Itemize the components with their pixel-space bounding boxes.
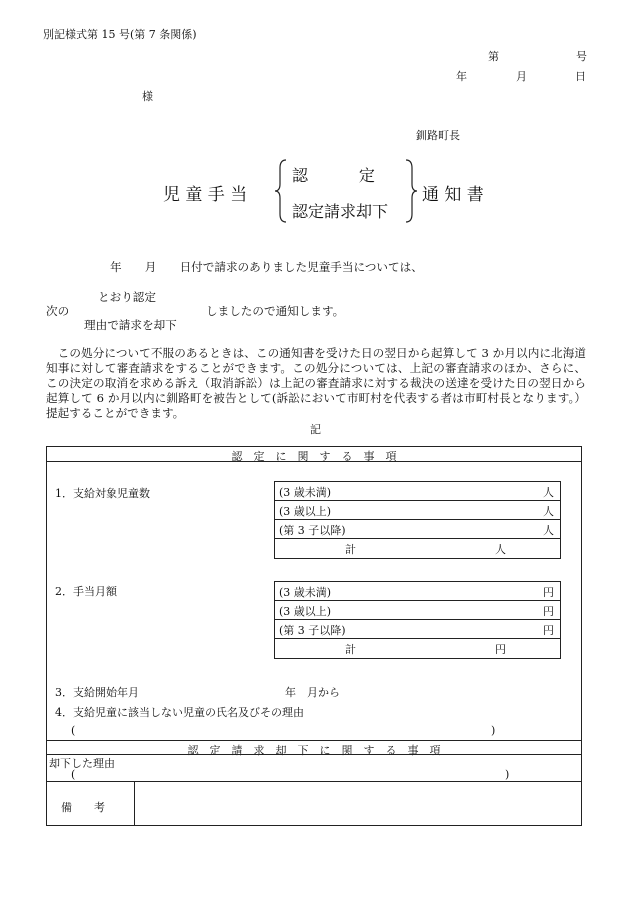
recognition-section-title: 認 定 に 関 す る 事 項: [231, 450, 397, 463]
remarks-label: 備 考: [61, 801, 105, 814]
rejection-open-paren: (: [71, 768, 76, 781]
item4-label: 4．支給児童に該当しない児童の氏名及びその理由: [55, 706, 304, 719]
date-month: 月: [516, 70, 527, 83]
title-option-reject: 認定請求却下: [292, 202, 389, 221]
divider: [47, 461, 581, 462]
rejection-reason-label: 却下した理由: [49, 757, 115, 770]
divider: [47, 754, 581, 755]
date-year: 年: [456, 70, 467, 83]
lead-tsugi: 次の: [46, 304, 70, 318]
item4-close-paren: ): [491, 724, 496, 737]
item1-label: 1．支給対象児童数: [55, 487, 150, 500]
notice-tail: しましたので通知します。: [206, 304, 345, 318]
item3-label: 3．支給開始年月: [55, 686, 139, 699]
form-reference: 別記様式第 15 号(第 7 条関係): [43, 28, 197, 41]
right-brace-icon: [404, 158, 418, 224]
remarks-divider: [134, 781, 135, 825]
children-row-3plus[interactable]: (3 歳以上) 人: [275, 501, 560, 520]
option-reject: 理由で請求を却下: [84, 318, 177, 332]
issuer-name: 釧路町長: [416, 129, 460, 142]
item2-label: 2．手当月額: [55, 585, 117, 598]
amount-row-3plus[interactable]: (3 歳以上) 円: [275, 601, 560, 620]
children-row-under3[interactable]: (3 歳未満) 人: [275, 482, 560, 501]
amount-row-total[interactable]: 計 円: [345, 643, 506, 656]
children-row-total[interactable]: 計 人: [345, 543, 506, 556]
date-day: 日: [575, 70, 586, 83]
children-count-box: [274, 481, 561, 559]
option-as-recognized: とおり認定: [98, 290, 156, 304]
item4-open-paren: (: [71, 724, 76, 737]
ki-marker: 記: [310, 423, 321, 436]
title-prefix: 児 童 手 当: [163, 185, 248, 205]
children-row-third-child[interactable]: (第 3 子以降) 人: [275, 520, 560, 539]
item3-value[interactable]: 年 月から: [285, 686, 340, 699]
divider: [47, 781, 581, 782]
remarks-field[interactable]: [136, 783, 578, 823]
title-suffix: 通 知 書: [422, 185, 484, 205]
number-dai: 第: [488, 50, 499, 63]
monthly-amount-box: [274, 581, 561, 659]
appeal-notice-paragraph: この処分について不服のあるときは、この通知書を受けた日の翌日から起算して 3 か月以内に北海道知事に対して審査請求をすることができます。この処分については、上記の審査請求のほか、さらに、この決定の取消を求める訴え（取消訴訟）は上記の審査請求に対する裁決の送達を受けた日の翌日から起算して 6 か月以内に釧路町を被告として(訴訟において市町村を代表する者は市町村長となります。）提起することができます。: [46, 346, 586, 420]
amount-row-third-child[interactable]: (第 3 子以降) 円: [275, 620, 560, 639]
amount-row-under3[interactable]: (3 歳未満) 円: [275, 582, 560, 601]
number-go: 号: [576, 50, 587, 63]
details-table: [46, 446, 582, 826]
rejection-section-title: 認 定 請 求 却 下 に 関 す る 事 項: [187, 744, 441, 757]
request-date-line: 年 月 日付で請求のありました児童手当については、: [110, 260, 423, 274]
addressee-sama: 様: [142, 90, 153, 103]
title-option-recognize: 認 定: [292, 166, 375, 185]
left-brace-icon: [274, 158, 288, 224]
rejection-close-paren: ): [505, 768, 510, 781]
divider: [47, 740, 581, 741]
